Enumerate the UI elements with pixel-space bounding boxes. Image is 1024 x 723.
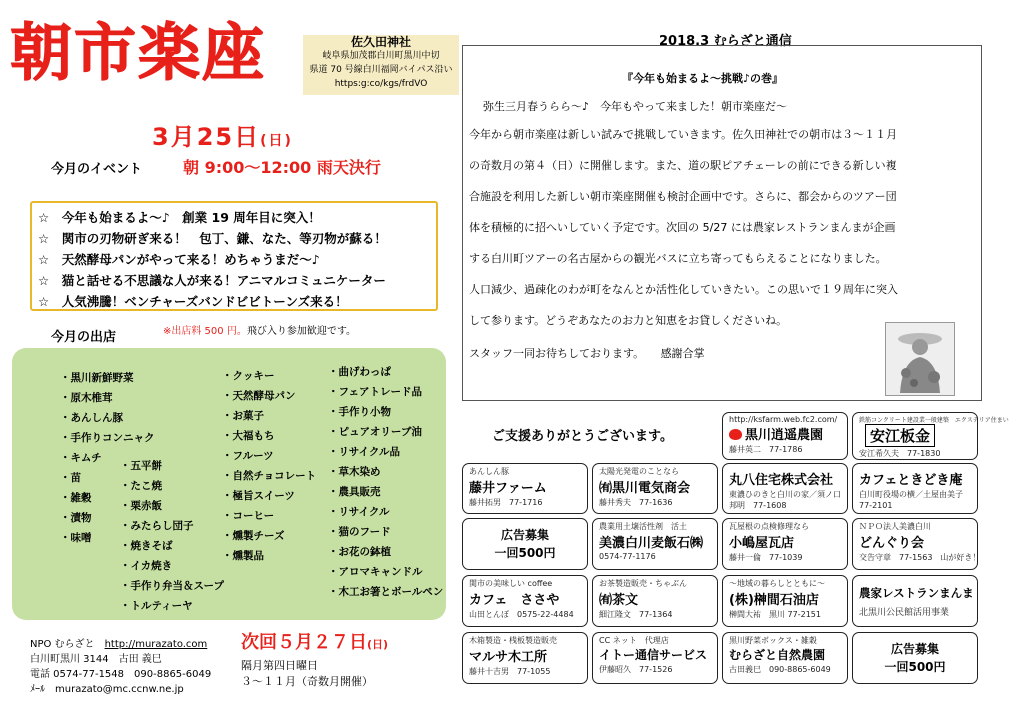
sponsor-name: 広告募集 — [500, 528, 549, 542]
shops-welcome: 飛び入り参加歓迎です。 — [246, 326, 357, 337]
vendor-item: ・あんしん豚 — [60, 412, 123, 424]
event-date-dow: (日) — [260, 133, 293, 149]
vendor-item: ・漬物 — [60, 512, 92, 524]
npo-address: 白川町黒川 3144 古田 義巳 — [30, 654, 162, 665]
npo-phone: 電話 0574-77-1548 090-8865-6049 — [30, 669, 212, 680]
vendor-item: ・キムチ — [60, 452, 102, 464]
sponsor-foot: 0574-77-1176 — [599, 552, 656, 561]
npo-link[interactable]: http://murazato.com — [104, 639, 208, 650]
vendor-item: ・五平餅 — [120, 460, 162, 472]
sponsors-thanks: ご支援ありがとうございます。 — [492, 429, 673, 444]
sponsor-name: 小嶋屋瓦店 — [729, 536, 795, 551]
sponsor-top: 瓦屋根の点検修理なら — [729, 522, 809, 531]
sponsor-name: イトー通信サービス — [599, 648, 708, 662]
npo-name-line — [30, 637, 211, 652]
sponsor-name: ㈲茶文 — [599, 593, 639, 608]
sponsor-top: http://ksfarm.web.fc2.com/ — [729, 415, 838, 424]
event-date-text: 3月25日 — [152, 123, 261, 151]
vendor-item: ・リサイクル — [328, 506, 390, 518]
sponsor-card-sakakima — [722, 575, 848, 627]
vendor-item: ・手作り小物 — [328, 406, 391, 418]
news-paragraph: 人口減少、過疎化のわが町をなんとか活性化していきたい。この思いで１９周年に突入 — [469, 283, 898, 296]
sponsor-card-chabun — [592, 575, 718, 627]
flyer-title: 朝市楽座 — [10, 16, 267, 89]
sponsor-name-text: 安江板金 — [865, 424, 935, 447]
vendor-item: ・極旨スイーツ — [222, 490, 295, 502]
sponsor-foot: 榊間大祐 黒川 77-2151 — [729, 610, 821, 619]
news-paragraph: 今年から朝市楽座は新しい試みで挑戦していきます。佐久田神社での朝市は３～１１月 — [469, 128, 898, 141]
event-item: ☆ 今年も始まるよ～♪ 創業 19 周年目に突入！ — [38, 210, 321, 225]
venue-url[interactable]: https:g:co/kgs/frdVO — [334, 79, 428, 89]
vendor-item: ・手作りコンニャク — [60, 432, 155, 444]
npo-contact — [30, 637, 211, 697]
vendor-box — [12, 348, 446, 620]
vendor-item: ・リサイクル品 — [328, 446, 401, 458]
sponsor-top: 黒川野菜ボックス・雑穀 — [729, 636, 817, 645]
next-note-2: ３～１１月（奇数月開催） — [241, 675, 373, 688]
vendor-item: ・焼きそば — [120, 540, 173, 552]
news-paragraph: 体を積極的に招へいしていく予定です。次回の 5/27 には農家レストランまんまが企画 — [469, 221, 896, 234]
next-date-dow: (日) — [367, 638, 389, 651]
vendor-item: ・クッキー — [222, 370, 275, 382]
vendor-item: ・栗赤飯 — [120, 500, 162, 512]
sponsor-name: ㈲黒川電気商会 — [599, 481, 691, 496]
sponsor-top: 農業用土壌活性剤 活土 — [599, 522, 687, 531]
next-date — [241, 628, 388, 654]
sponsor-name: (株)榊間石油店 — [729, 593, 819, 608]
vendor-item: ・たこ焼 — [120, 480, 162, 492]
news-paragraph: の奇数月の第４（日）に開催します。また、道の駅ピアチェーレの前にできる新しい複 — [469, 159, 897, 172]
sponsor-card-kurokawa-denki — [592, 463, 718, 514]
event-list — [30, 201, 438, 311]
vendor-item: ・燻製チーズ — [222, 530, 285, 542]
shops-label: 今月の出店 — [51, 330, 117, 345]
sponsor-foot: 藤井一倫 77-1039 — [729, 553, 803, 562]
next-note — [241, 658, 373, 690]
vendor-column-4 — [328, 362, 443, 602]
sponsor-top: あんしん豚 — [469, 467, 509, 476]
sponsor-foot: 山田とんぼ 0575-22-4484 — [469, 610, 574, 619]
venue-name: 佐久田神社 — [350, 35, 411, 49]
sponsor-name — [723, 424, 847, 443]
newsletter-header: 2018.3 むらざと通信 — [659, 34, 792, 49]
sponsor-card-fujii-farm — [462, 463, 588, 514]
sponsor-card-yasue-bankin — [852, 412, 1009, 460]
vendor-item: ・大福もち — [222, 430, 275, 442]
woman-photo-illustration — [885, 322, 955, 396]
sponsor-name: マルサ木工所 — [469, 650, 548, 665]
vendor-item: ・トルティーヤ — [120, 600, 193, 612]
sponsor-name-text: 黒川逍遥農園 — [745, 428, 824, 443]
vendor-item: ・みたらし団子 — [120, 520, 194, 532]
vendor-item: ・アロマキャンドル — [328, 566, 423, 578]
shops-fee: ※出店料 500 円。 — [163, 326, 247, 337]
sponsor-foot: 藤井英二 77-1786 — [729, 445, 803, 454]
sponsor-top: CC ネット 代理店 — [599, 636, 669, 645]
vendor-item: ・コーヒー — [222, 510, 275, 522]
news-paragraph: 合施設を利用した新しい朝市楽座開催も検討企画中です。さらに、都会からのツアー団 — [469, 190, 897, 203]
sponsor-card-itoh-tsushin — [592, 632, 718, 684]
vendor-item: ・黒川新鮮野菜 — [60, 372, 134, 384]
sponsor-card-ad-1 — [462, 518, 588, 570]
vendor-item: ・ピュアオリーブ油 — [328, 426, 422, 438]
sponsor-name — [853, 424, 977, 447]
event-item: ☆ 猫と話せる不思議な人が来る！アニマルコミュニケーター — [38, 273, 386, 288]
sponsor-foot: 北黒川公民館活用事業 — [859, 608, 950, 618]
newsletter-title: 『今年も始まるよ～挑戦♪の巻』 — [622, 72, 784, 85]
event-time: 朝 9:00～12:00 雨天決行 — [183, 158, 381, 177]
sponsor-foot: 白川町役場の横／土屋由美子 77-2101 — [859, 490, 971, 510]
tomato-icon — [729, 429, 742, 440]
venue-box — [303, 35, 459, 95]
vendor-item: ・お菓子 — [222, 410, 264, 422]
vendor-item: ・苗 — [60, 472, 81, 484]
news-paragraph: スタッフ一同お待ちしております。 感謝合掌 — [469, 347, 705, 360]
sponsor-top: 木箱製造・桟板製造販売 — [469, 636, 557, 645]
event-item: ☆ 関市の刃物研ぎ来る！ 包丁、鎌、なた、等刃物が蘇る！ — [38, 231, 387, 246]
sponsor-top: 関市の美味しい coffee — [469, 579, 553, 588]
next-date-text: 次回５月２７日 — [241, 632, 367, 653]
sponsor-foot: 藤井秀夫 77-1636 — [599, 498, 673, 507]
sponsor-name: カフェ ささや — [469, 593, 560, 608]
sponsor-card-dongurikai — [852, 518, 981, 570]
sponsor-card-cafe-tokidoki — [852, 463, 978, 514]
vendor-item: ・猫のフード — [328, 526, 391, 538]
npo-name: NPO むらざと — [30, 639, 95, 650]
sponsor-top: ～地域の暮らしとともに～ — [729, 579, 825, 588]
sponsor-foot: 安江希久夫 77-1830 — [859, 449, 941, 458]
sponsor-name: 丸八住宅株式会社 — [729, 473, 834, 488]
vendor-item: ・燻製品 — [222, 550, 264, 562]
vendor-item: ・自然チョコレート — [222, 470, 317, 482]
vendor-column-2 — [120, 456, 224, 616]
sponsor-name: むらざと自然農園 — [729, 648, 826, 662]
sponsor-top: 鉄筋コンクリート建設業一般建築 エクステリア住まい — [859, 417, 1009, 424]
vendor-item: ・農具販売 — [328, 486, 381, 498]
vendor-item: ・フルーツ — [222, 450, 274, 462]
sponsor-card-murazato-farm — [722, 632, 848, 684]
sponsor-card-kurokawa-shoyo — [722, 412, 848, 460]
vendor-item: ・雑穀 — [60, 492, 92, 504]
news-paragraph: する白川町ツアーの名古屋からの観光バスに立ち寄ってもらえることになりました。 — [469, 252, 887, 265]
sponsor-card-marusa — [462, 632, 588, 684]
sponsor-foot: 交告守章 77-1563 山が好き！ — [859, 553, 981, 562]
vendor-item: ・手作り弁当＆スープ — [120, 580, 224, 592]
event-item: ☆ 人気沸騰！ベンチャーズバンドビビトーンズ来る！ — [38, 294, 348, 309]
vendor-item: ・イカ焼き — [120, 560, 173, 572]
sponsor-foot: 古田義巳 090-8865-6049 — [729, 665, 831, 674]
news-paragraph: 弥生三月春うらら～♪ 今年もやって来ました！朝市楽座だ～ — [483, 100, 788, 113]
vendor-item: ・原木椎茸 — [60, 392, 113, 404]
sponsor-name: 美濃白川麦飯石㈱ — [599, 536, 704, 551]
event-item: ☆ 天然酵母パンがやって来る！めちゃうまだ～♪ — [38, 252, 320, 267]
sponsor-card-maruhachi — [722, 463, 848, 514]
event-date — [152, 117, 293, 152]
vendor-item: ・味噌 — [60, 532, 92, 544]
sponsor-foot: 一回500円 — [884, 660, 946, 674]
sponsor-card-kojimaya — [722, 518, 848, 570]
event-label: 今月のイベント — [51, 162, 143, 177]
sponsor-foot: 藤井十吉男 77-1055 — [469, 667, 551, 676]
vendor-item: ・曲げわっぱ — [328, 366, 391, 378]
sponsor-foot: 藤井拓男 77-1716 — [469, 498, 543, 507]
venue-address: 岐阜県加茂郡白川町黒川中切 — [322, 51, 440, 61]
vendor-item: ・フェアトレード品 — [328, 386, 422, 398]
sponsor-top: お茶製造販売・ちゃぶん — [599, 579, 687, 588]
sponsor-name: どんぐり会 — [859, 536, 925, 551]
vendor-item: ・草木染め — [328, 466, 381, 478]
sponsor-name: 広告募集 — [890, 642, 939, 656]
sponsor-top: 太陽光発電のことなら — [599, 467, 679, 476]
sponsor-foot: 東濃ひのきと白川の家／須ノ口邦明 77-1608 — [729, 490, 841, 510]
next-note-1: 隔月第四日曜日 — [241, 659, 318, 672]
sponsor-name: カフェときどき庵 — [859, 473, 963, 488]
sponsor-card-ad-2 — [852, 632, 978, 684]
news-paragraph: して参ります。どうぞあなたのお力と知恵をお貸しくださいね。 — [469, 314, 788, 327]
vendor-item: ・お花の鉢植 — [328, 546, 391, 558]
sponsor-name: 藤井ファーム — [469, 481, 547, 496]
sponsor-card-mino-shirakawa — [592, 518, 718, 570]
sponsor-foot: 細江隆文 77-1364 — [599, 610, 673, 619]
portrait-icon — [886, 323, 954, 395]
sponsor-name: 農家レストランまんま — [859, 586, 974, 600]
vendor-item: ・木工お箸とボールペン — [328, 586, 444, 598]
sponsor-top: ＮＰＯ法人美濃白川 — [859, 522, 931, 531]
sponsor-card-cafe-sasaya — [462, 575, 588, 627]
vendor-column-3 — [222, 366, 316, 566]
sponsor-card-manma — [852, 575, 978, 627]
sponsor-foot: 一回500円 — [494, 546, 556, 560]
vendor-item: ・天然酵母パン — [222, 390, 296, 402]
venue-route: 県道 70 号線白川福岡バイパス沿い — [309, 65, 453, 75]
sponsor-foot: 伊藤昭久 77-1526 — [599, 665, 673, 674]
npo-mail: ﾒｰﾙ murazato@mc.ccnw.ne.jp — [30, 684, 184, 695]
shops-note — [163, 322, 356, 337]
